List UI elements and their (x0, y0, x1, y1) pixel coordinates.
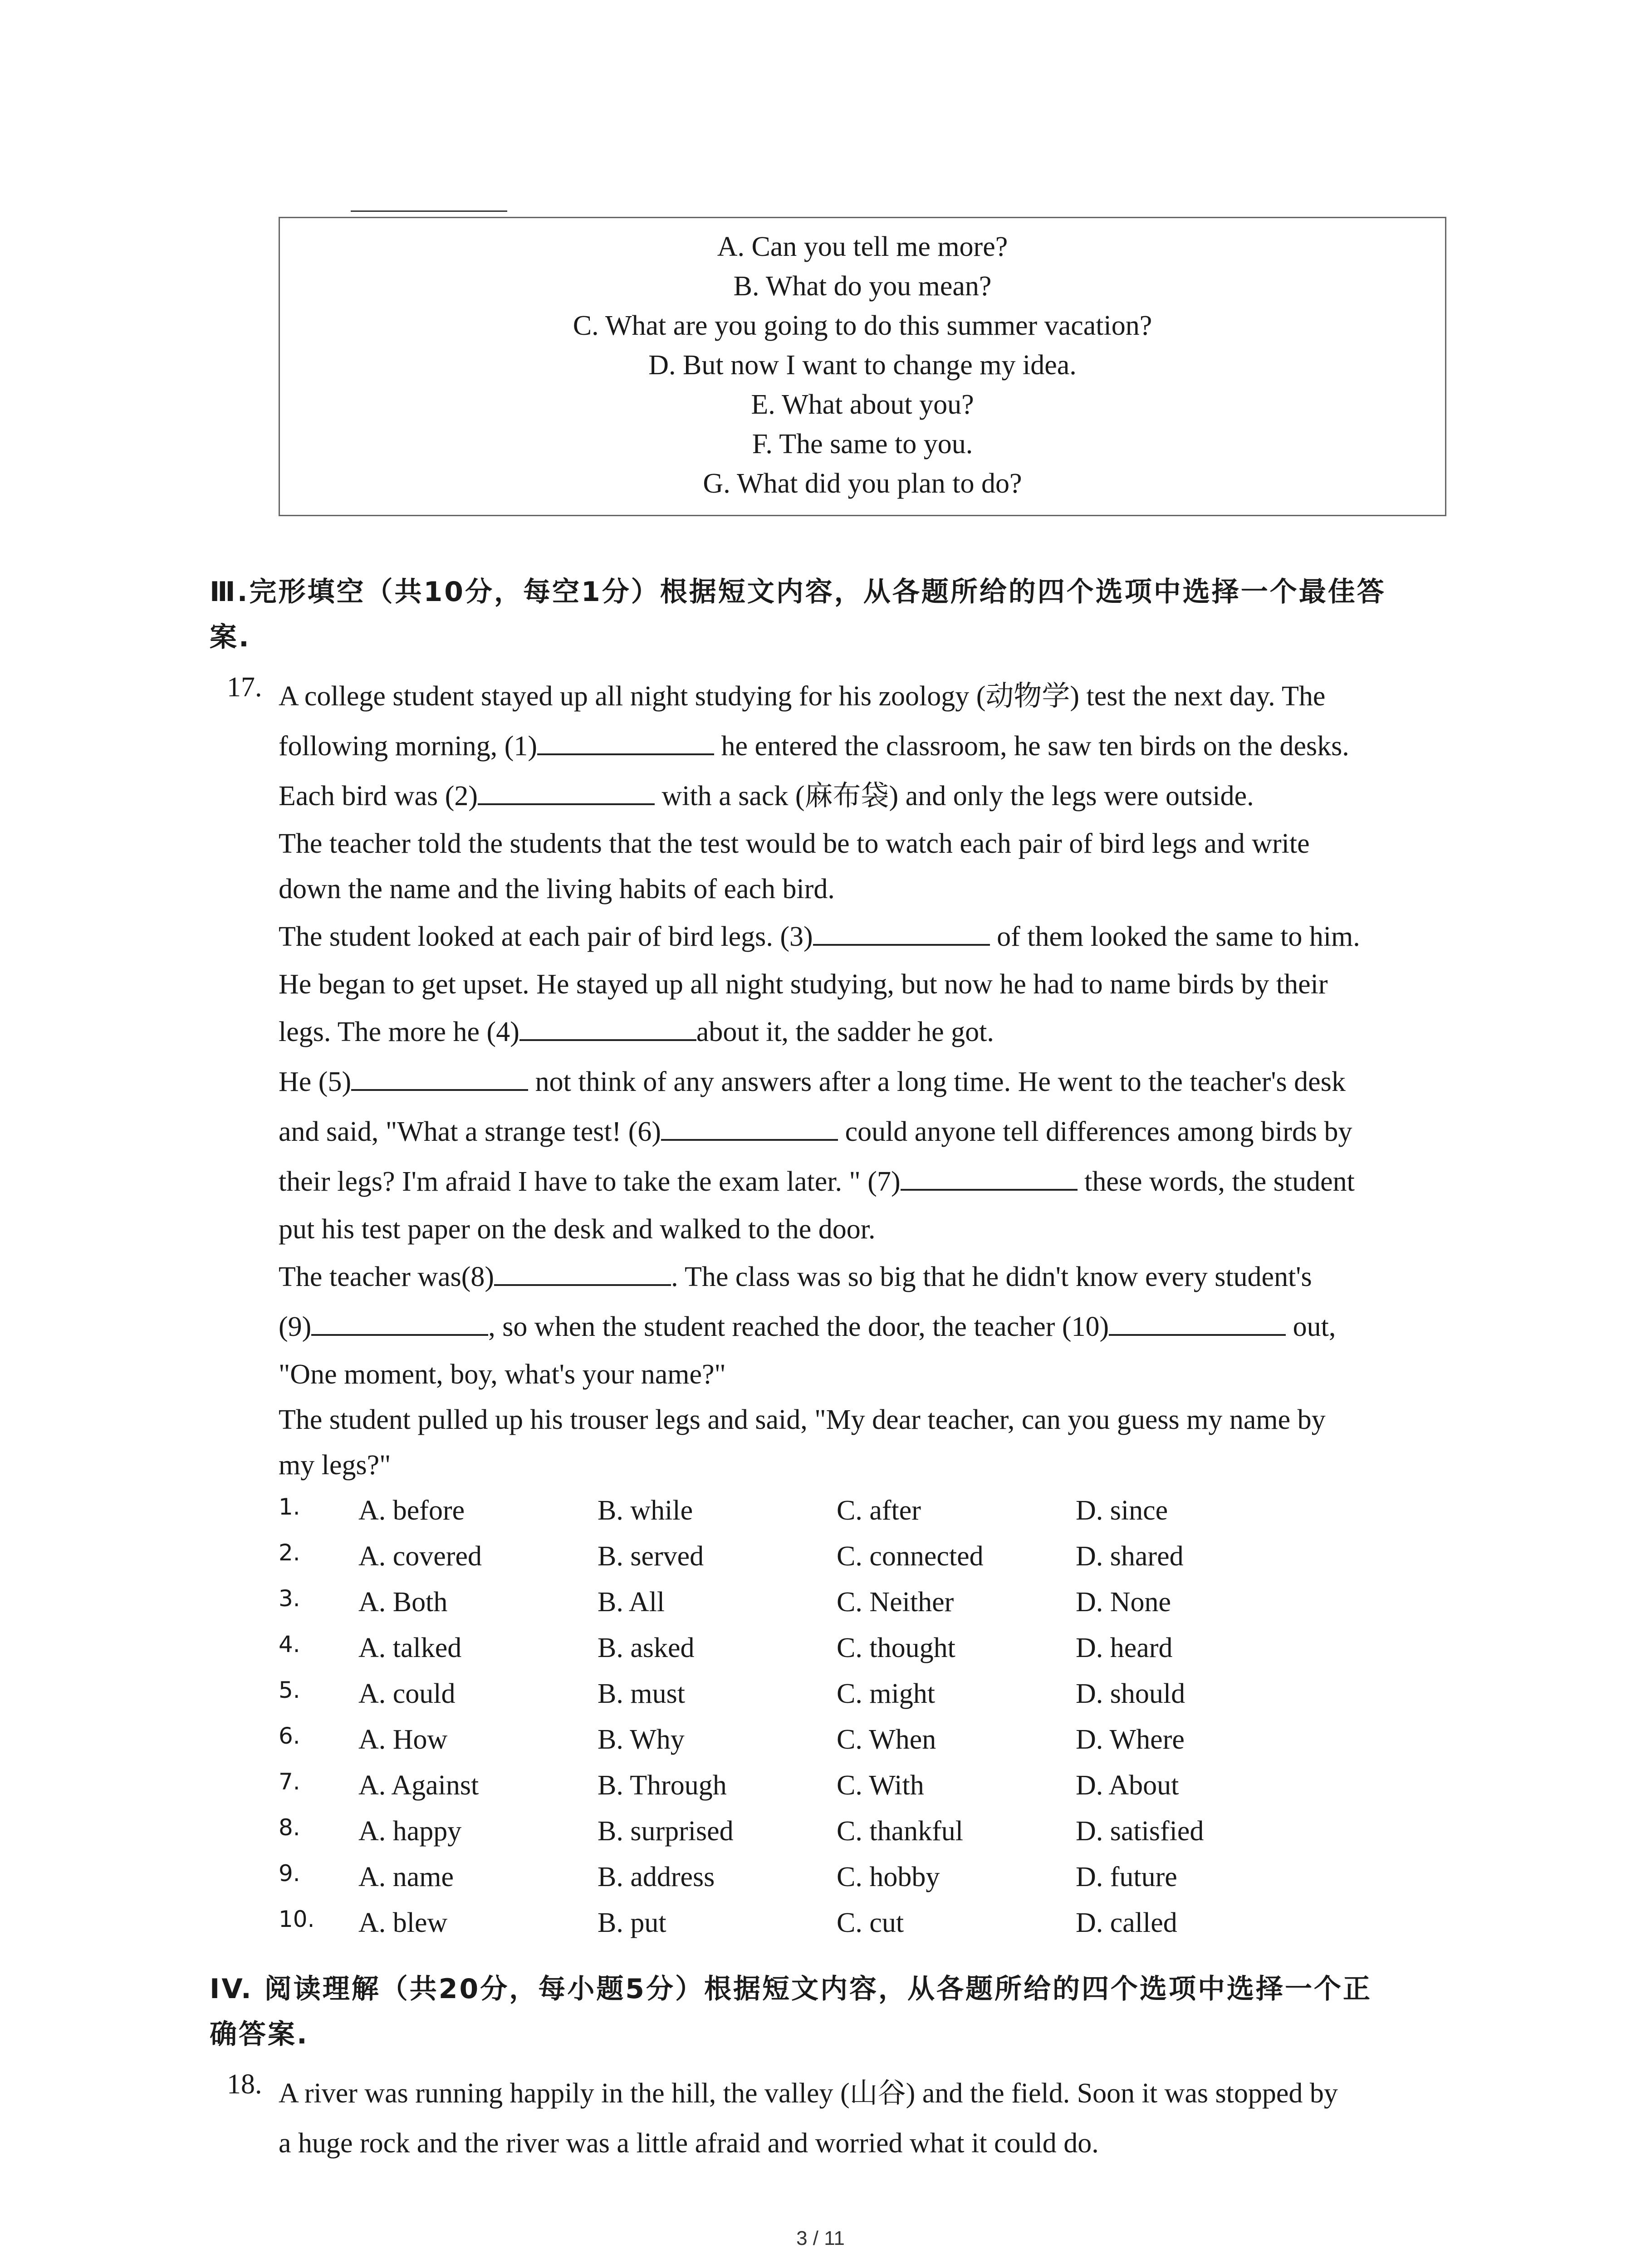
choice-a: A. blew (358, 1907, 448, 1938)
choice-row (279, 1900, 1458, 1946)
passage-text: these words, the student (1077, 1166, 1355, 1197)
passage-text: of them looked the same to him. (989, 921, 1360, 952)
passage-text: and said, "What a strange test! (6) (279, 1116, 661, 1147)
passage-text: their legs? I'm afraid I have to take the exam later. " (7) (279, 1166, 901, 1197)
passage-line: my legs?" (279, 1450, 391, 1481)
dialogue-options-box (279, 217, 1446, 516)
passage-line (279, 1107, 1458, 1157)
passage-text: with a sack (麻布袋) and only the legs were outside. (655, 781, 1254, 811)
choice-c: C. connected (837, 1541, 984, 1572)
choice-d: D. heard (1076, 1633, 1173, 1663)
passage-text: out, (1286, 1311, 1336, 1342)
choice-number: 4. (279, 1631, 300, 1657)
blank-6 (661, 1116, 838, 1141)
choice-d: D. Where (1076, 1724, 1185, 1755)
choice-row (279, 1534, 1458, 1579)
choice-d: D. since (1076, 1495, 1168, 1526)
choice-a: A. covered (358, 1541, 482, 1572)
section-4-heading-line1: IV. 阅读理解（共20分，每小题5分）根据短文内容，从各题所给的四个选项中选择一个正 (210, 1973, 1372, 2005)
choice-row (279, 1671, 1458, 1717)
passage-line (279, 1302, 1458, 1352)
passage-text: The student looked at each pair of bird legs. (3) (279, 921, 813, 952)
choice-c: C. Neither (837, 1587, 954, 1618)
choices-table (279, 1488, 1458, 1946)
passage-line: A river was running happily in the hill, the valley (山谷) and the field. Soon it was stopped by (279, 2078, 1338, 2109)
option-d: D. But now I want to change my idea. (648, 350, 1077, 381)
choice-b: B. must (598, 1678, 685, 1709)
passage-text: not think of any answers after a long time. He went to the teacher's desk (528, 1066, 1346, 1097)
choice-b: B. Why (598, 1724, 685, 1755)
choice-d: D. should (1076, 1678, 1185, 1709)
blank-8 (494, 1261, 671, 1286)
choice-b: B. Through (598, 1770, 727, 1801)
passage-text: (9) (279, 1311, 312, 1342)
passage-text: . The class was so big that he didn't know every student's (671, 1261, 1312, 1292)
passage-line (279, 912, 1458, 962)
choice-d: D. None (1076, 1587, 1171, 1618)
blank-4 (519, 1017, 696, 1041)
choice-a: A. could (358, 1678, 456, 1709)
choice-d: D. About (1076, 1770, 1179, 1801)
passage-line (279, 721, 1458, 771)
passage-line (279, 771, 1458, 821)
choice-c: C. cut (837, 1907, 904, 1938)
passage-line: put his test paper on the desk and walked to the door. (279, 1214, 876, 1245)
passage-text: The teacher was(8) (279, 1261, 495, 1292)
choice-c: C. thankful (837, 1816, 963, 1847)
choice-row (279, 1854, 1458, 1900)
passage-text: could anyone tell differences among birds by (838, 1116, 1352, 1147)
page-number: 3 / 11 (796, 2227, 845, 2249)
choice-d: D. future (1076, 1862, 1177, 1892)
passage-line (279, 1057, 1458, 1107)
choice-number: 7. (279, 1769, 300, 1795)
section-4-heading-line2: 确答案. (210, 2019, 309, 2050)
passage-line: The student pulled up his trouser legs and said, "My dear teacher, can you guess my name by (279, 1404, 1326, 1435)
passage-text: following morning, (1) (279, 731, 537, 762)
section-3-heading-line1: Ⅲ.完形填空（共10分，每空1分）根据短文内容，从各题所给的四个选项中选择一个最佳答 (210, 576, 1386, 608)
choice-d: D. called (1076, 1907, 1177, 1938)
blank-3 (813, 921, 990, 946)
passage-line (279, 1157, 1458, 1207)
choice-number: 5. (279, 1677, 300, 1703)
passage-line: He began to get upset. He stayed up all night studying, but now he had to name birds by their (279, 969, 1328, 1000)
choice-c: C. hobby (837, 1862, 940, 1892)
passage-line: A college student stayed up all night studying for his zoology (动物学) test the next day. The (279, 681, 1326, 712)
blank-5 (351, 1066, 528, 1091)
choice-row (279, 1488, 1458, 1534)
question-18-number: 18. (227, 2069, 262, 2100)
choice-a: A. Both (358, 1587, 448, 1618)
choice-number: 9. (279, 1860, 300, 1887)
choice-a: A. Against (358, 1770, 479, 1801)
choice-b: B. served (598, 1541, 704, 1572)
passage-text: he entered the classroom, he saw ten birds on the desks. (714, 731, 1349, 762)
passage-text: , so when the student reached the door, the teacher (10) (488, 1311, 1109, 1342)
blank-10 (1109, 1311, 1286, 1336)
option-c: C. What are you going to do this summer vacation? (573, 310, 1152, 341)
choice-c: C. after (837, 1495, 921, 1526)
choice-row (279, 1579, 1458, 1625)
blank-7 (901, 1166, 1078, 1191)
blank-1 (537, 731, 714, 755)
passage-text: legs. The more he (4) (279, 1017, 519, 1047)
choice-b: B. asked (598, 1633, 695, 1663)
passage-line: "One moment, boy, what's your name?" (279, 1359, 726, 1390)
choice-b: B. address (598, 1862, 715, 1892)
choice-c: C. thought (837, 1633, 955, 1663)
choice-a: A. happy (358, 1816, 462, 1847)
choice-number: 8. (279, 1814, 300, 1841)
choice-b: B. while (598, 1495, 693, 1526)
choice-a: A. How (358, 1724, 448, 1755)
choice-a: A. name (358, 1862, 454, 1892)
blank-2 (478, 781, 655, 805)
choice-number: 2. (279, 1540, 300, 1566)
section-4-heading (210, 1966, 1453, 2057)
choice-c: C. might (837, 1678, 936, 1709)
option-e: E. What about you? (751, 389, 974, 420)
choice-d: D. shared (1076, 1541, 1184, 1572)
choice-b: B. All (598, 1587, 665, 1618)
choice-number: 1. (279, 1494, 300, 1520)
choice-c: C. With (837, 1770, 924, 1801)
choice-number: 6. (279, 1723, 300, 1749)
choice-row (279, 1763, 1458, 1809)
passage-line: The teacher told the students that the test would be to watch each pair of bird legs and write (279, 828, 1310, 859)
passage-text: Each bird was (2) (279, 781, 478, 811)
cloze-passage (279, 671, 1458, 1488)
choice-b: B. put (598, 1907, 666, 1938)
option-f: F. The same to you. (752, 429, 973, 459)
passage-text: about it, the sadder he got. (696, 1017, 994, 1047)
option-a: A. Can you tell me more? (717, 231, 1008, 262)
choice-a: A. talked (358, 1633, 462, 1663)
blank-9 (311, 1311, 488, 1336)
passage-line: down the name and the living habits of each bird. (279, 874, 835, 904)
section-3-heading-line2: 案. (210, 621, 251, 653)
choice-number: 10. (279, 1906, 315, 1932)
choice-c: C. When (837, 1724, 936, 1755)
question-17-number: 17. (227, 672, 262, 703)
choice-d: D. satisfied (1076, 1816, 1204, 1847)
passage-line: a huge rock and the river was a little afraid and worried what it could do. (279, 2128, 1099, 2159)
section-3-heading (210, 569, 1453, 660)
answer-blank-line (351, 210, 507, 212)
choice-number: 3. (279, 1585, 300, 1612)
choice-row (279, 1809, 1458, 1854)
reading-passage (279, 2068, 1458, 2168)
choice-row (279, 1717, 1458, 1763)
option-b: B. What do you mean? (733, 271, 992, 302)
passage-line (279, 1007, 1458, 1057)
passage-text: He (5) (279, 1066, 352, 1097)
choice-row (279, 1625, 1458, 1671)
option-g: G. What did you plan to do? (703, 468, 1022, 499)
choice-b: B. surprised (598, 1816, 734, 1847)
passage-line (279, 1252, 1458, 1302)
choice-a: A. before (358, 1495, 465, 1526)
